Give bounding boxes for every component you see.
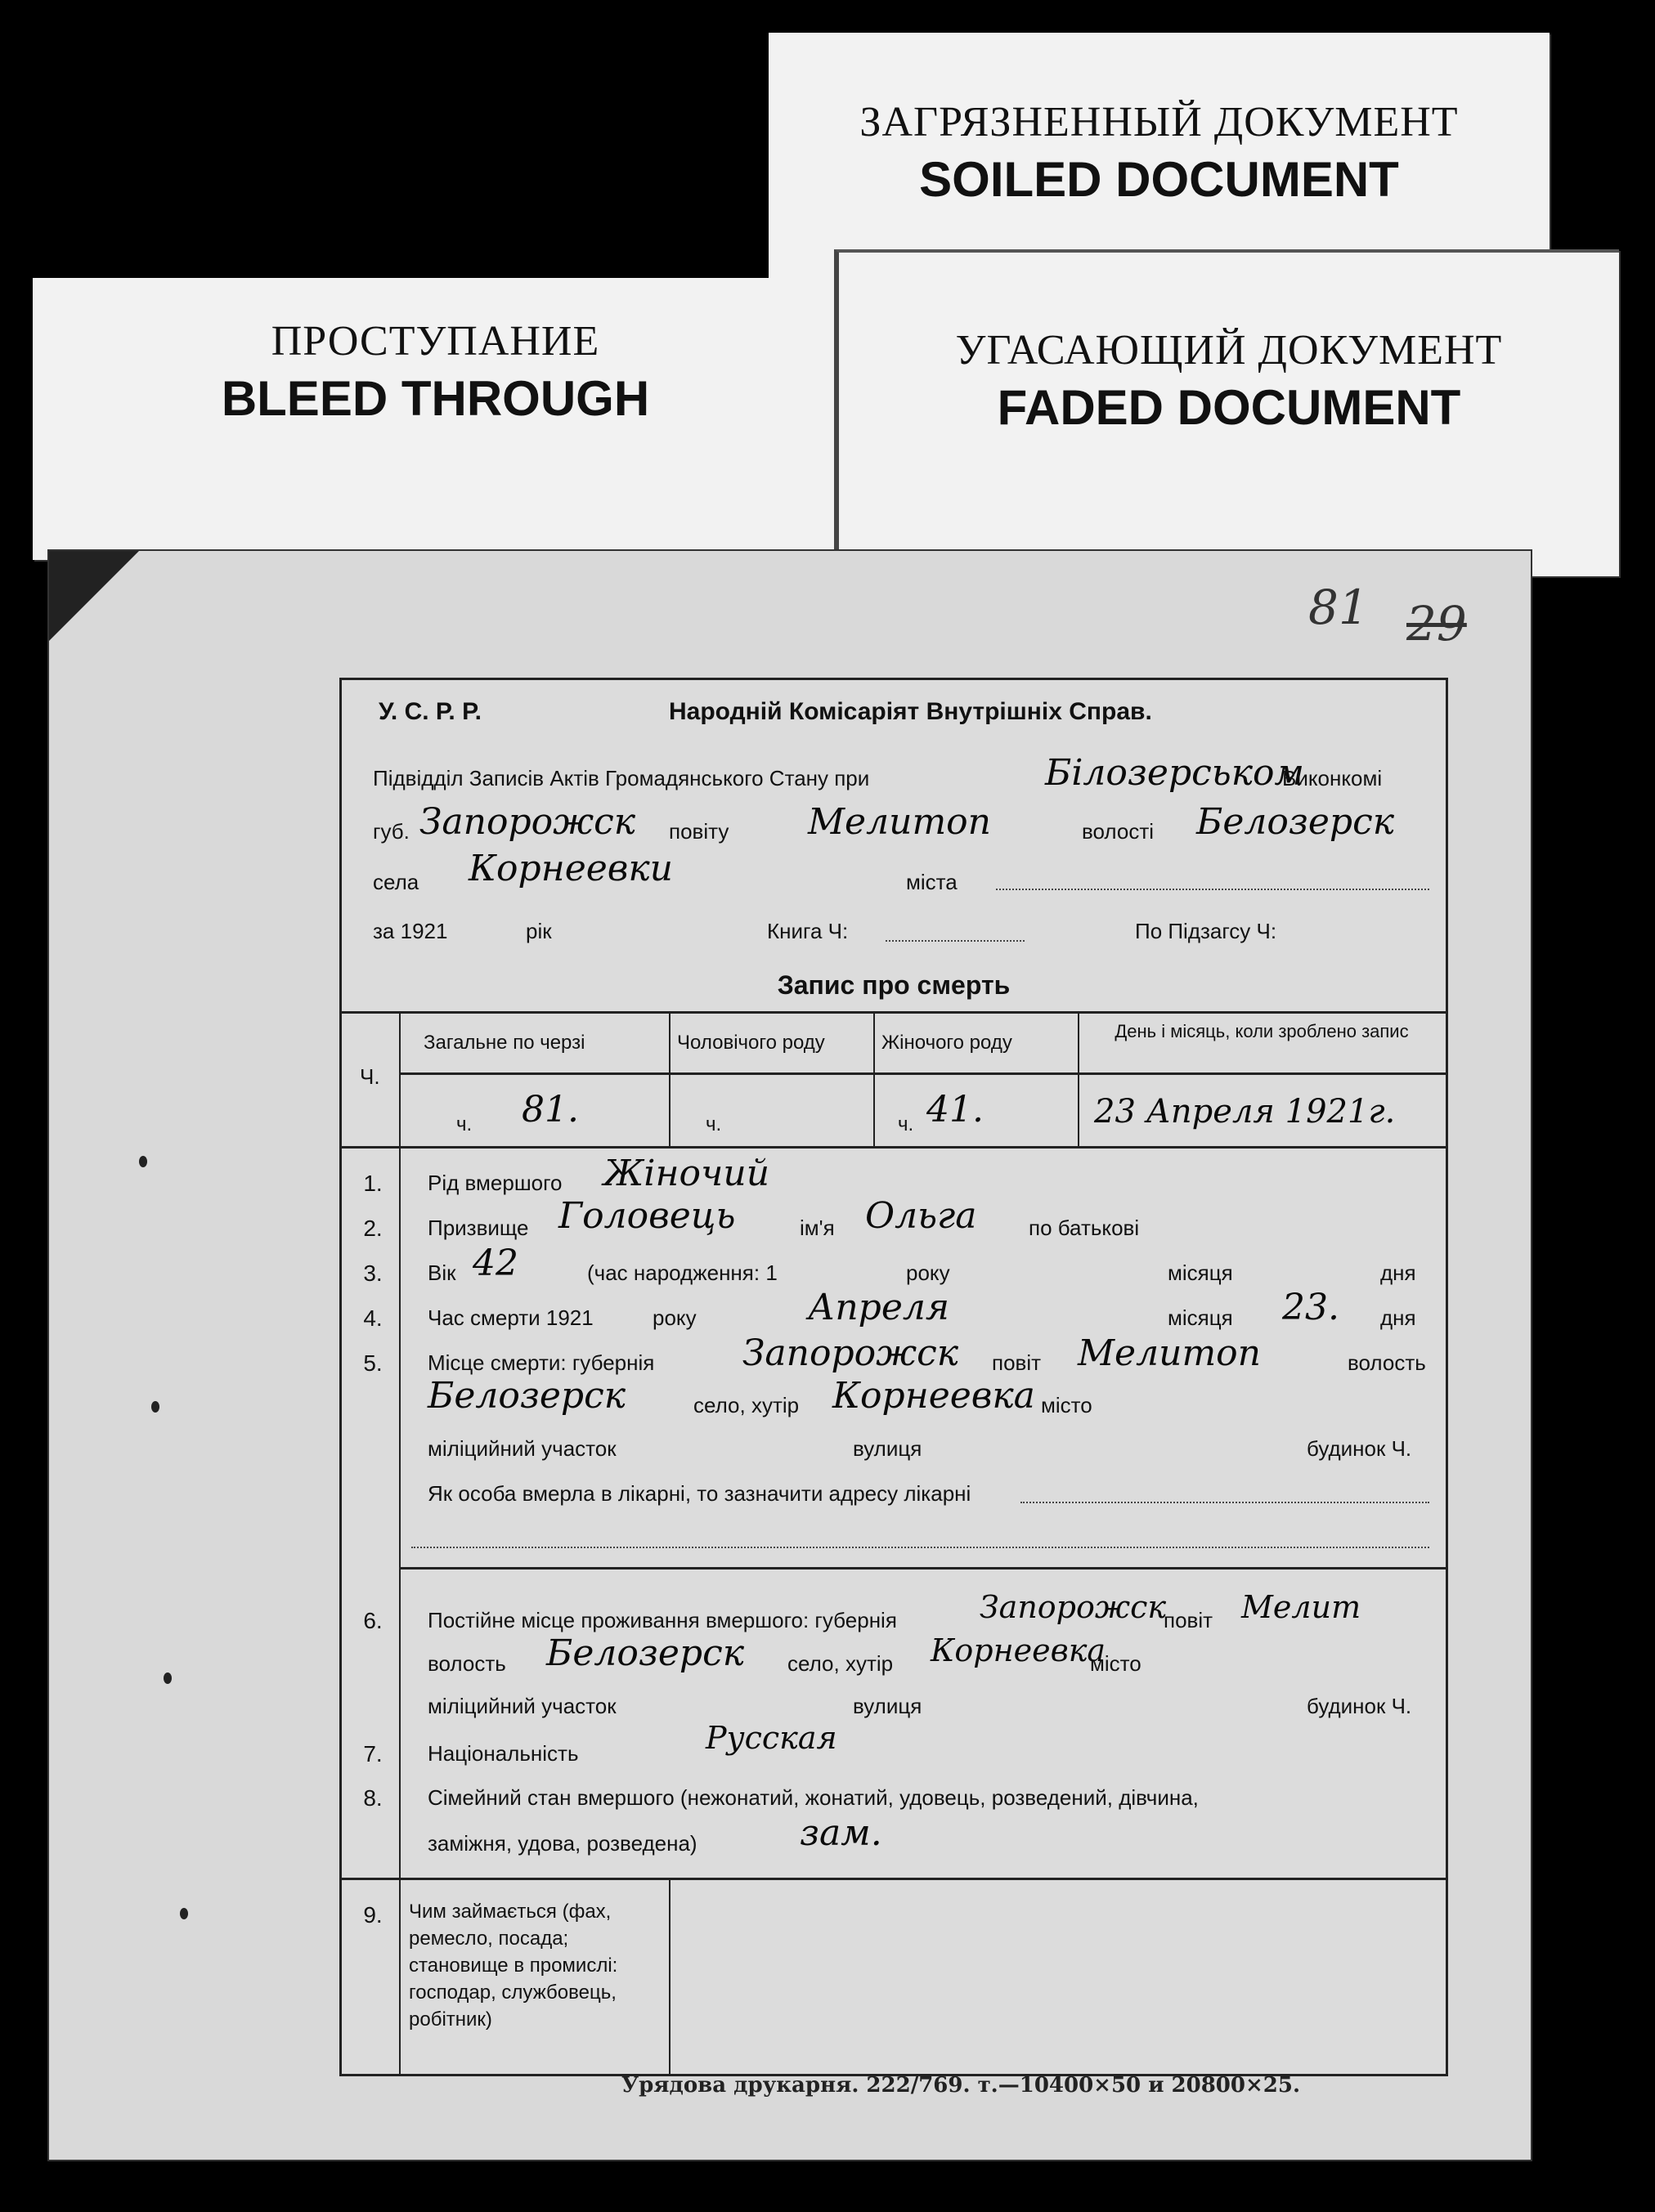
table-divider bbox=[399, 1011, 401, 1146]
death-volost-label: волость bbox=[1348, 1350, 1426, 1375]
residence-militsia-label: міліцийний участок bbox=[428, 1694, 617, 1718]
marital-status-handwritten: зам. bbox=[800, 1812, 882, 1854]
residence-selo-label: село, хутір bbox=[787, 1651, 894, 1676]
volost-label: волості bbox=[1082, 819, 1155, 844]
residence-house-label: будинок Ч. bbox=[1307, 1694, 1412, 1718]
general-number-handwritten: 81. bbox=[522, 1089, 579, 1131]
table-divider bbox=[873, 1011, 875, 1146]
death-day-handwritten: 23. bbox=[1282, 1287, 1339, 1328]
punch-hole bbox=[139, 1156, 147, 1167]
archive-number-crossed: 29 bbox=[1406, 596, 1467, 652]
field-6-number: 6. bbox=[363, 1608, 383, 1633]
death-house-label: будинок Ч. bbox=[1307, 1436, 1412, 1461]
executive-committee-label: Виконкомі bbox=[1282, 766, 1383, 790]
year-label: за 1921 bbox=[373, 919, 448, 943]
name-handwritten: Ольга bbox=[865, 1195, 977, 1237]
table-mid-line bbox=[399, 1072, 1446, 1075]
field-6-label: Постійне місце проживання вмершого: губернія bbox=[428, 1608, 897, 1632]
subdivision-label: Підвідділ Записів Актів Громадянського Стану при bbox=[373, 766, 870, 790]
povit-handwritten: Мелитоп bbox=[808, 801, 991, 843]
field-4-label: Час смерти 1921 bbox=[428, 1305, 594, 1330]
age-handwritten: 42 bbox=[473, 1243, 518, 1284]
field-9-number: 9. bbox=[363, 1902, 383, 1928]
death-day-label: дня bbox=[1380, 1305, 1416, 1330]
field-7-label: Національність bbox=[428, 1741, 579, 1766]
birth-year-label: року bbox=[906, 1260, 950, 1285]
residence-street-label: вулиця bbox=[853, 1694, 922, 1718]
residence-volost-handwritten: Белозерск bbox=[546, 1632, 744, 1674]
rik-label: рік bbox=[526, 919, 552, 943]
field-7-number: 7. bbox=[363, 1741, 383, 1766]
residence-misto-label: місто bbox=[1090, 1651, 1141, 1676]
table-divider bbox=[669, 1011, 671, 1146]
table-bottom-line bbox=[342, 1146, 1446, 1149]
povit-label: повіту bbox=[669, 819, 729, 844]
gub-label: губ. bbox=[373, 819, 410, 844]
col-male: Чоловічого роду bbox=[677, 1032, 825, 1054]
soiled-label-en: SOILED DOCUMENT bbox=[919, 152, 1399, 207]
punch-hole bbox=[180, 1908, 188, 1919]
table-divider bbox=[1078, 1011, 1079, 1146]
field-2-label: Призвище bbox=[428, 1216, 529, 1240]
ussr-heading: У. С. Р. Р. bbox=[379, 698, 482, 725]
death-povit-handwritten: Мелитоп bbox=[1078, 1332, 1261, 1374]
field-8-number: 8. bbox=[363, 1785, 383, 1811]
volost-handwritten: Белозерск bbox=[1196, 801, 1394, 843]
field-5-label: Місце смерти: губернія bbox=[428, 1350, 655, 1375]
col-female: Жіночого роду bbox=[881, 1032, 1012, 1054]
death-volost-handwritten: Белозерск bbox=[428, 1375, 626, 1417]
death-gub-handwritten: Запорожск bbox=[742, 1332, 959, 1374]
ch-prefix-general: ч. bbox=[456, 1113, 473, 1135]
field-8-label: Сімейний стан вмершого (нежонатий, жонатий, удовець, розведений, дівчина, bbox=[428, 1785, 1199, 1810]
hospital-line-2 bbox=[411, 1547, 1429, 1548]
faded-label-ru: УГАСАЮЩИЙ ДОКУМЕНТ bbox=[955, 327, 1503, 374]
subregistry-label: По Підзагсу Ч: bbox=[1135, 919, 1277, 943]
death-record-form bbox=[339, 678, 1448, 2076]
death-misto-label: місто bbox=[1041, 1393, 1092, 1417]
number-column-divider bbox=[399, 1146, 401, 2074]
death-militsia-label: міліцийний участок bbox=[428, 1436, 617, 1461]
col-date: День і місяць, коли зроблено запис bbox=[1115, 1021, 1409, 1041]
death-selo-handwritten: Корнеевка bbox=[832, 1375, 1035, 1417]
mista-line bbox=[996, 889, 1429, 890]
field-8-label-2: заміжня, удова, розведена) bbox=[428, 1831, 697, 1856]
hospital-label: Як особа вмерла в лікарні, то зазначити адресу лікарні bbox=[428, 1481, 971, 1506]
bleed-label-ru: ПРОСТУПАНИЕ bbox=[271, 318, 600, 365]
field-9-label: Чим займається (фах, ремесло, посада; становище в промислі: господар, службовець, робітник) bbox=[409, 1901, 618, 2031]
field-1-number: 1. bbox=[363, 1171, 383, 1196]
death-selo-label: село, хутір bbox=[693, 1393, 800, 1417]
occupation-divider bbox=[669, 1878, 671, 2074]
gub-handwritten: Запорожск bbox=[419, 801, 636, 843]
soiled-label-ru: ЗАГРЯЗНЕННЫЙ ДОКУМЕНТ bbox=[859, 99, 1459, 146]
punch-hole bbox=[151, 1401, 159, 1413]
field-4-number: 4. bbox=[363, 1305, 383, 1331]
death-povit-label: повіт bbox=[992, 1350, 1042, 1375]
death-month-handwritten: Апреля bbox=[808, 1287, 950, 1328]
commissariat-heading: Народній Комісаріят Внутрішніх Справ. bbox=[669, 698, 1152, 725]
bleed-through-card bbox=[33, 278, 838, 560]
death-year-label: року bbox=[653, 1305, 697, 1330]
field-1-label: Рід вмершого bbox=[428, 1171, 563, 1195]
death-street-label: вулиця bbox=[853, 1436, 922, 1461]
printer-footer: Урядова друкарня. 222/769. т.—10400×50 и 20800×25. bbox=[621, 2073, 1301, 2098]
residence-selo-handwritten: Корнеевка bbox=[931, 1632, 1106, 1668]
col-ch: Ч. bbox=[360, 1064, 380, 1089]
residence-volost-label: волость bbox=[428, 1651, 506, 1676]
birth-day-label: дня bbox=[1380, 1260, 1416, 1285]
torn-corner bbox=[49, 551, 139, 641]
punch-hole bbox=[164, 1672, 172, 1684]
record-number-table bbox=[342, 1011, 1446, 1146]
hospital-line bbox=[1020, 1502, 1429, 1503]
selo-label: села bbox=[373, 870, 419, 894]
residence-povit-handwritten: Мелит bbox=[1241, 1589, 1361, 1625]
patronymic-label: по батькові bbox=[1029, 1216, 1140, 1240]
bleed-label-en: BLEED THROUGH bbox=[221, 371, 650, 426]
faded-label-en: FADED DOCUMENT bbox=[997, 380, 1461, 435]
ch-prefix-female: ч. bbox=[898, 1113, 914, 1135]
female-number-handwritten: 41. bbox=[926, 1089, 984, 1131]
selo-handwritten: Корнеевки bbox=[469, 848, 673, 889]
field-3-label: Вік bbox=[428, 1260, 456, 1285]
residence-gub-handwritten: Запорожск bbox=[980, 1589, 1167, 1625]
surname-handwritten: Головець bbox=[558, 1195, 736, 1237]
field-5-number: 5. bbox=[363, 1350, 383, 1376]
executive-committee-handwritten: Бiлозерськом bbox=[1045, 752, 1304, 794]
nationality-handwritten: Русская bbox=[706, 1720, 837, 1756]
record-date-handwritten: 23 Апреля 1921г. bbox=[1094, 1093, 1396, 1131]
field-1-handwritten: Жiночий bbox=[603, 1153, 770, 1194]
birth-month-label: місяця bbox=[1168, 1260, 1233, 1285]
book-label: Книга Ч: bbox=[767, 919, 849, 943]
death-month-label: місяця bbox=[1168, 1305, 1233, 1330]
ch-prefix-male: ч. bbox=[706, 1113, 722, 1135]
field-2-number: 2. bbox=[363, 1216, 383, 1241]
book-line bbox=[886, 940, 1025, 942]
section-divider-2 bbox=[342, 1878, 1446, 1880]
birth-label: (час народження: 1 bbox=[587, 1260, 778, 1285]
residence-povit-label: повіт bbox=[1164, 1608, 1213, 1632]
col-general: Загальне по черзі bbox=[424, 1032, 585, 1054]
record-title: Запис про смерть bbox=[777, 970, 1011, 1000]
faded-document-card bbox=[834, 249, 1619, 576]
field-3-number: 3. bbox=[363, 1260, 383, 1286]
mista-label: міста bbox=[906, 870, 958, 894]
name-label: ім'я bbox=[800, 1216, 835, 1240]
section-divider bbox=[399, 1567, 1446, 1569]
archive-number: 81 bbox=[1308, 580, 1369, 635]
death-record-sheet bbox=[47, 549, 1532, 2161]
